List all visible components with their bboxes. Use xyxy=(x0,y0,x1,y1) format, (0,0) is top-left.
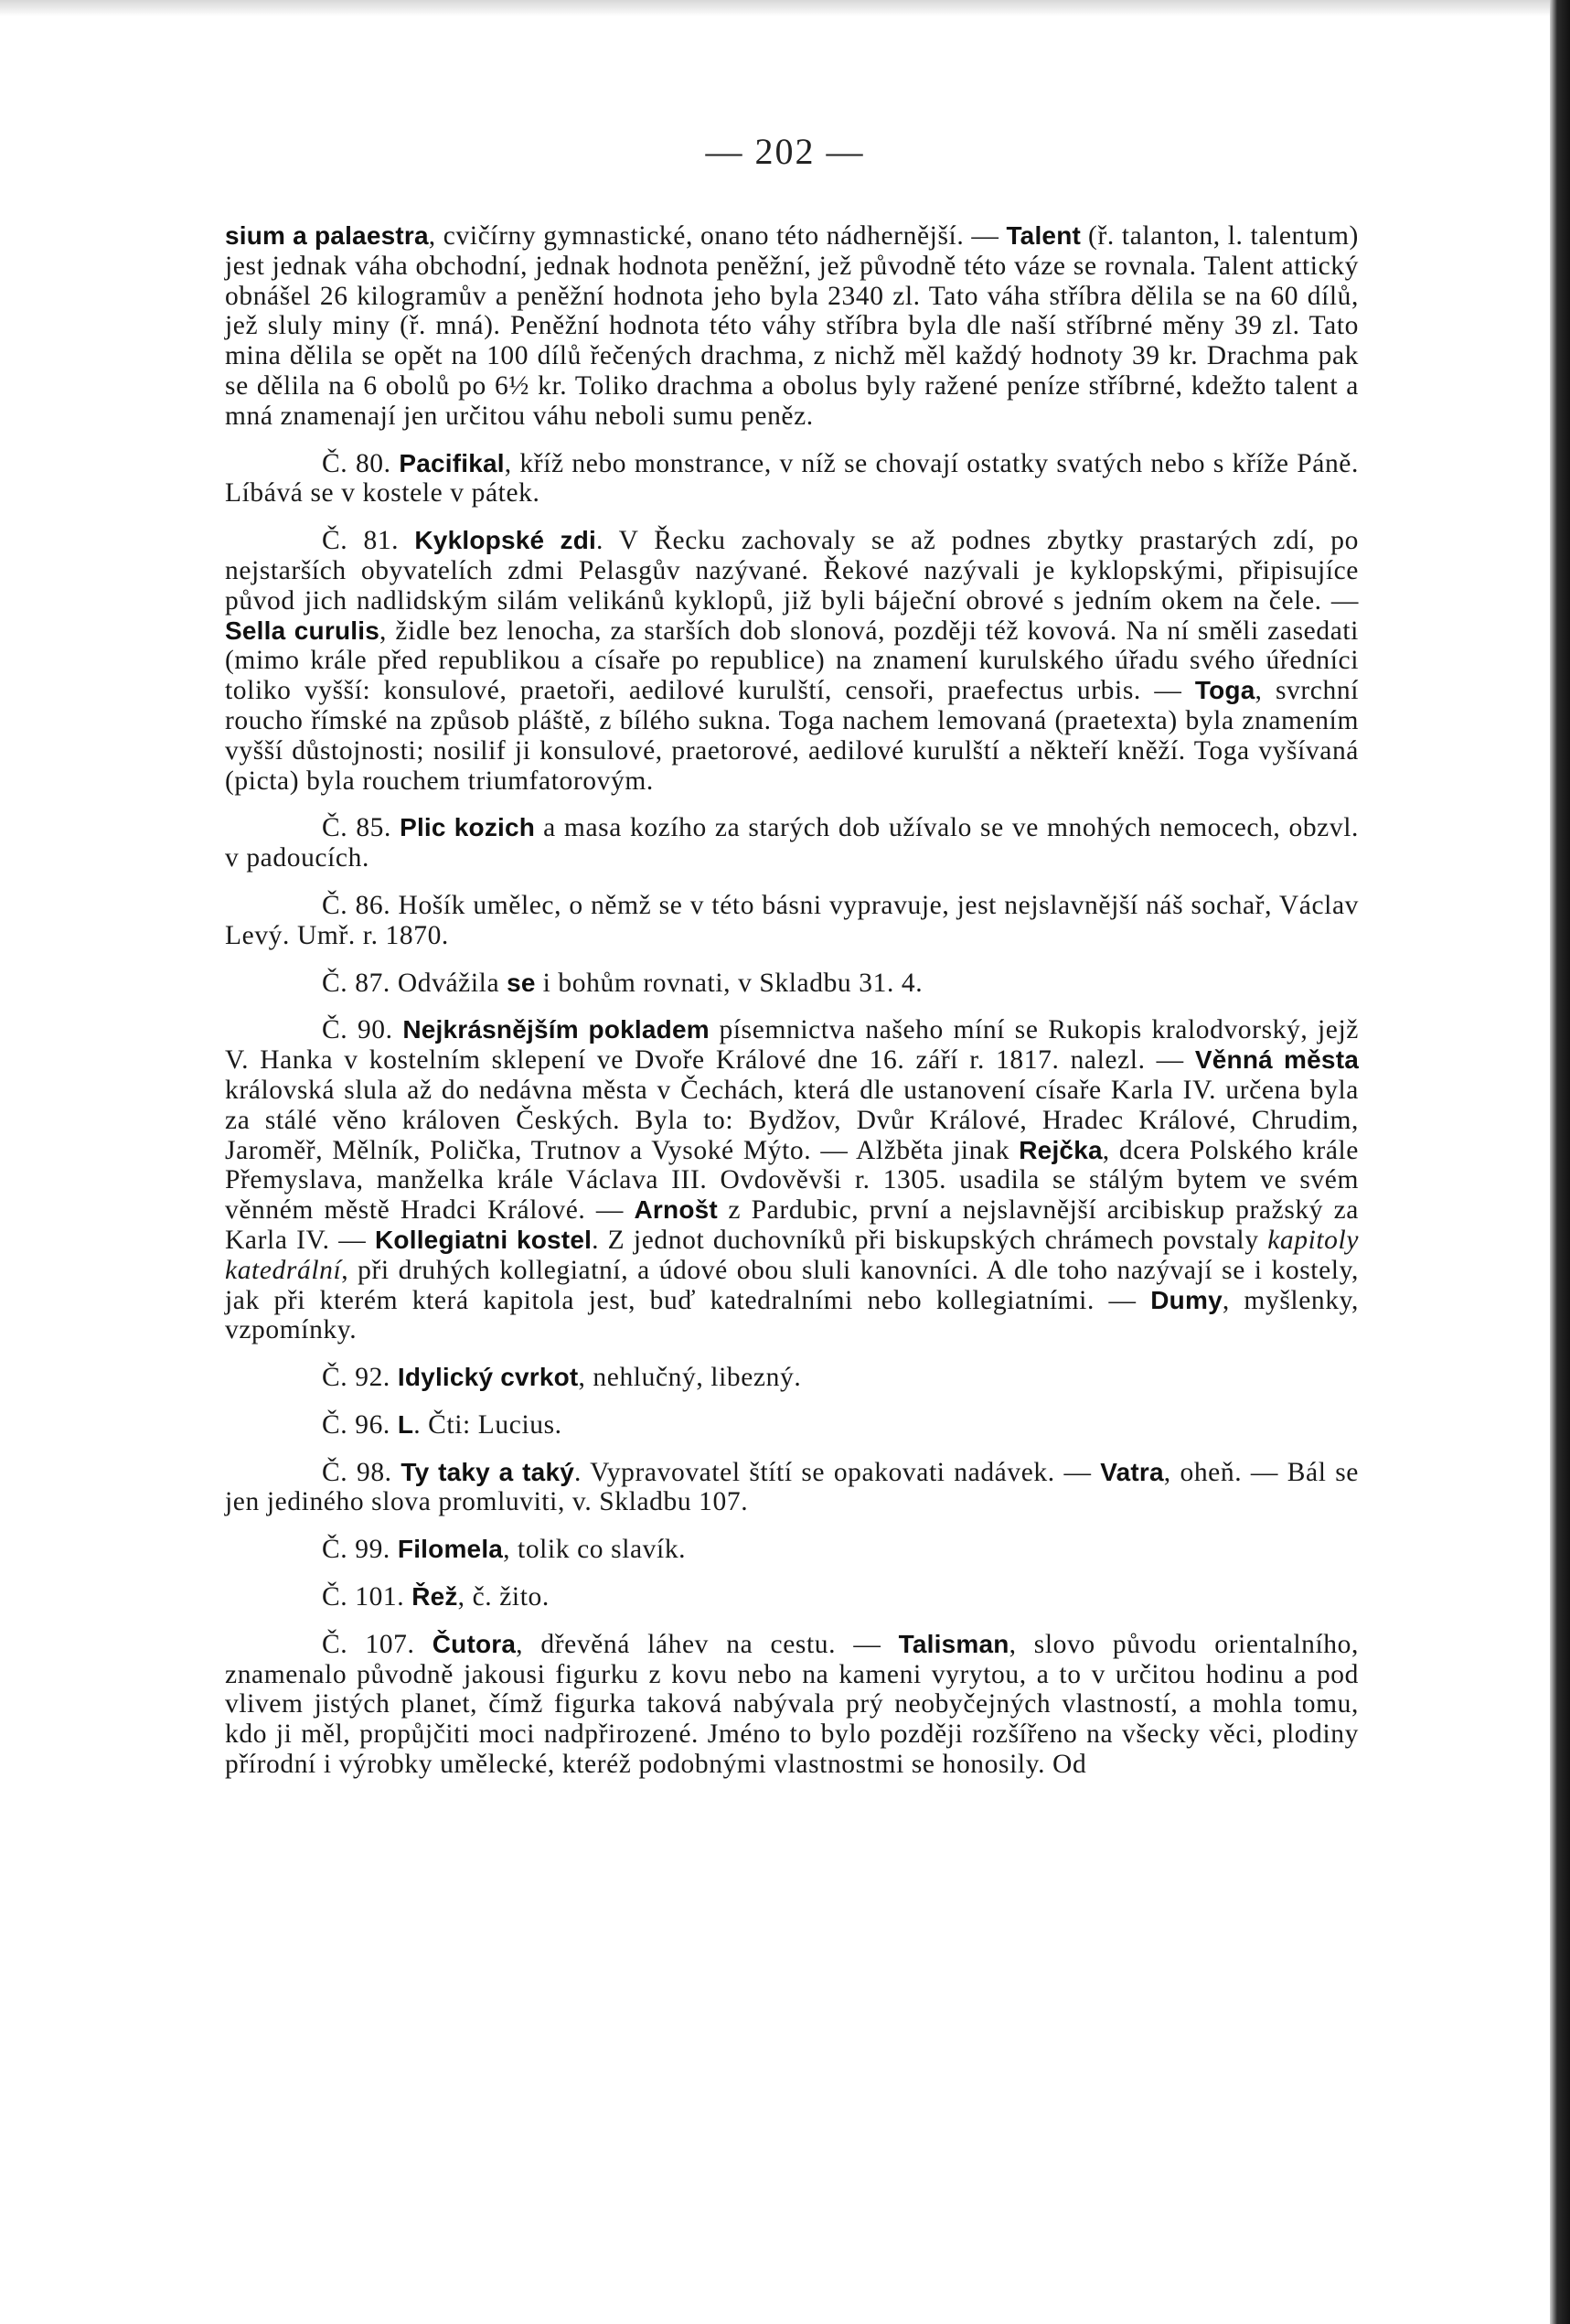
keyword: se xyxy=(507,968,536,997)
keyword: Řež xyxy=(411,1582,458,1612)
text-run: , cvičírny gymnastické, onano této nádhernější. — xyxy=(428,221,1007,251)
text-run: , židle bez lenocha, za starších dob slonová, později též kovová. Na ní směli zasedati (mimo krále před republikou a císaře po republice) na znamení kurulského úřadu svého úředníci toliko vyšší: konsulové, praetoři, aedilové kurulští, censoři, praefectus urbis. — xyxy=(225,616,1359,706)
keyword: L xyxy=(397,1409,414,1439)
paragraph xyxy=(225,221,1359,432)
text-run: Č. 85. xyxy=(322,813,401,843)
text-run: Č. 87. Odvážila xyxy=(322,968,507,998)
paragraph xyxy=(225,969,1359,999)
keyword: Arnošt xyxy=(634,1195,718,1225)
text-run: , dcera Polského krále Přemyslava, manželka krále Václava III. Ovdověvši r. 1305. usadila se stálým bytem ve svém věnném městě Hradci Králové. — xyxy=(225,1135,1359,1226)
keyword: Rejčka xyxy=(1019,1135,1103,1164)
paragraph xyxy=(225,1535,1359,1565)
text-run: , slovo původu orientalního, znamenalo původně jakousi figurku z kovu nebo na kameni vyrytou, a to v určitou hodinu a pod vlivem jistých planet, čímž figurka taková nabývala prý neobyčejných vlastností, a mohla tomu, kdo ji měl, propůjčiti moci nadpřirozené. Jméno to bylo později rozšířeno na všecky věci, plodiny přírodní i výrobky umělecké, kteréž podobnými vlastnostmi se honosily. Od xyxy=(225,1629,1359,1780)
text-run: Č. 80. xyxy=(322,448,400,478)
keyword: sium a palaestra xyxy=(225,221,429,250)
paragraph xyxy=(225,1582,1359,1612)
text-run: , oheň. — Bál se jen jediného slova promluviti, v. Skladbu 107. xyxy=(225,1457,1359,1517)
keyword: Čutora xyxy=(432,1629,517,1658)
keyword: Kyklopské zdi xyxy=(414,526,596,555)
text-run: . Vypravovatel štítí se opakovati nadávek. — xyxy=(574,1457,1101,1487)
keyword: Filomela xyxy=(397,1535,504,1564)
keyword: Nejkrásnějším pokladem xyxy=(402,1015,710,1044)
paragraph xyxy=(225,1458,1359,1518)
keyword: Kollegiatni kostel xyxy=(375,1225,593,1254)
body-text xyxy=(225,221,1359,1797)
scan-right-edge xyxy=(1550,0,1570,2324)
italic-term: kapitoly katedrální xyxy=(225,1225,1360,1285)
keyword: Idylický cvrkot xyxy=(397,1363,579,1392)
text-run: královská slula až do nedávna města v Čechách, která dle ustanovení císaře Karla IV. určena byla za stálé věno královen Českých. Byla to: Bydžov, Dvůr Králové, Hradec Králové, Chrudim, Jaroměř, Mělník, Polička, Trutnov a Vysoké Mýto. — Alžběta jinak xyxy=(225,1075,1359,1165)
keyword: Vatra xyxy=(1100,1457,1164,1486)
text-run: Č. 92. xyxy=(322,1363,398,1393)
keyword: Talisman xyxy=(898,1629,1009,1658)
text-run: Č. 107. xyxy=(322,1629,433,1659)
text-run: , svrchní roucho římské na způsob pláště, z bílého sukna. Toga nachem lemovaná (praetexta) byla znamením vyšší důstojnosti; nosilif ji konsulové, praetorové, aedilové kurulští a někteří kněží. Toga vyšívaná (picta) byla rouchem triumfatorovým. xyxy=(225,676,1359,796)
text-run: z Pardubic, první a nejslavnější arcibiskup pražský za Karla IV. — xyxy=(225,1195,1359,1255)
paragraph xyxy=(225,813,1359,873)
text-run: i bohům rovnati, v Skladbu 31. 4. xyxy=(535,968,924,998)
keyword: Věnná města xyxy=(1194,1045,1359,1075)
text-run: písemnictva našeho míní se Rukopis kralodvorský, jejž V. Hanka v kostelním sklepení ve Dvoře Králové dne 16. září r. 1817. nalezl. — xyxy=(225,1015,1359,1076)
text-run: Č. 90. xyxy=(322,1015,403,1045)
text-run: Č. 101. xyxy=(322,1582,412,1612)
text-run: . Čti: Lucius. xyxy=(413,1409,562,1440)
text-run: Č. 98. xyxy=(322,1457,401,1487)
text-run: , dřevěná láhev na cestu. — xyxy=(516,1629,899,1659)
text-run: . V Řecku zachovaly se až podnes zbytky prastarých zdí, po nejstarších obyvatelích zdmi Pelasgův nazývané. Řekové nazývali je kyklopskými, připisujíce původ jich nadlidským silám velikánů kyklopů, již byli báječní obrové s jedním okem na čele. — xyxy=(225,526,1359,616)
text-run: , myšlenky, vzpomínky. xyxy=(225,1285,1359,1345)
paragraph xyxy=(225,1363,1359,1393)
paragraph xyxy=(225,891,1359,951)
keyword: Toga xyxy=(1194,676,1255,705)
keyword: Plic kozich xyxy=(400,813,536,842)
text-run: . Z jednot duchovníků při biskupských chrámech povstaly xyxy=(592,1225,1268,1255)
text-run: , při druhých kollegiatní, a údové obou sluli kanovníci. A dle toho nazývají se i kostely, jak při kterém která kapitola jest, buď katedralními nebo kollegiatními. — xyxy=(225,1255,1359,1315)
text-run: a masa kozího za starých dob užívalo se ve mnohých nemocech, obzvl. v padoucích. xyxy=(225,813,1359,873)
paragraph xyxy=(225,1410,1359,1440)
text-run: Č. 96. xyxy=(322,1409,398,1440)
text-run: , č. žito. xyxy=(457,1582,550,1612)
page-number: — 202 — xyxy=(705,131,865,172)
text-run: Č. 86. Hošík umělec, o němž se v této básni vypravuje, jest nejslavnější náš sochař, Václav Levý. Umř. r. 1870. xyxy=(225,890,1359,950)
keyword: Talent xyxy=(1006,221,1082,250)
scan-top-edge xyxy=(0,0,1570,16)
keyword: Ty taky a taký xyxy=(401,1457,574,1486)
paragraph xyxy=(225,526,1359,796)
keyword: Sella curulis xyxy=(225,616,379,645)
paragraph xyxy=(225,1630,1359,1780)
text-run: (ř. talanton, l. talentum) jest jednak váha obchodní, jednak hodnota peněžní, jež původně této váze se rovnala. Talent attický obnášel 26 kilogramův a peněžní hodnota jeho byla 2340 zl. Tato váha stříbra dělila se na 60 dílů, jež sluly miny (ř. mná). Peněžní hodnota této váhy stříbra byla dle naší stříbrné měny 39 zl. Tato mina dělila se opět na 100 dílů řečených drachma, z nichž měl každý hodnoty 39 kr. Drachma pak se dělila na 6 obolů po 6½ kr. Toliko drachma a obolus byly ražené peníze stříbrné, kdežto talent a mná znamenají jen určitou váhu neboli sumu peněz. xyxy=(225,221,1359,431)
text-run: Č. 81. xyxy=(322,526,415,556)
keyword: Pacifikal xyxy=(399,448,505,477)
keyword: Dumy xyxy=(1150,1285,1223,1314)
text-run: Č. 99. xyxy=(322,1535,398,1565)
text-run: , tolik co slavík. xyxy=(503,1535,687,1565)
paragraph xyxy=(225,449,1359,509)
text-run: , nehlučný, libezný. xyxy=(578,1363,802,1393)
text-run: , kříž nebo monstrance, v níž se chovají ostatky svatých nebo s kříže Páně. Líbává se v kostele v pátek. xyxy=(225,448,1359,509)
paragraph xyxy=(225,1015,1359,1345)
